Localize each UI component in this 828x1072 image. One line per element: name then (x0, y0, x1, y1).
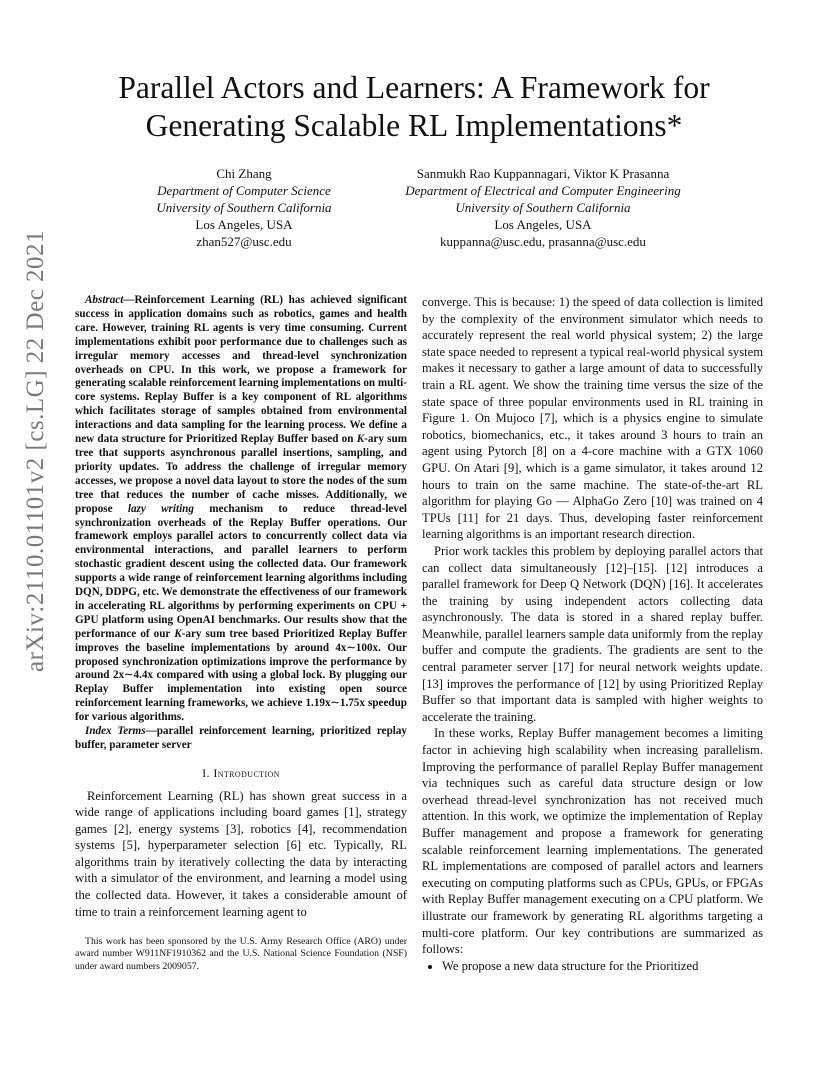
author-department: Department of Electrical and Computer Engineering (405, 183, 681, 198)
author-name: Chi Zhang (216, 166, 272, 181)
author-university: University of Southern California (156, 200, 332, 215)
arxiv-identifier[interactable]: arXiv:2110.01101v2 [cs.LG] 22 Dec 2021 (22, 229, 49, 672)
abstract-k-symbol: K (356, 433, 365, 446)
author-department: Department of Computer Science (157, 183, 331, 198)
section-title: Introduction (213, 765, 280, 780)
index-terms (75, 725, 407, 753)
right-column (422, 294, 763, 974)
abstract-text-1: —Reinforcement Learning (RL) has achieved significant success in application domains such as robotics, games and health care. However, training RL agents is very time consuming. Current implementations exhibit poor performance due to challenges such as irregular memory accesses and thread-level synchronization overheads on CPU. In this work, we propose a framework for generating scalable reinforcement learning implementations on multi-core systems. Replay Buffer is a key component of RL algorithms which facilitates storage of samples obtained from environmental interactions and data sampling for the learning process. We define a new data structure for Prioritized Replay Buffer based on (75, 294, 407, 446)
index-terms-text: —parallel reinforcement learning, prioritized replay buffer, parameter server (75, 725, 407, 751)
list-item: • We propose a new data structure for the Prioritized (442, 958, 763, 975)
author-location: Los Angeles, USA (494, 217, 592, 232)
abstract-lead: Abstract (85, 294, 124, 306)
index-terms-lead: Index Terms (85, 725, 146, 738)
author-location: Los Angeles, USA (195, 217, 293, 232)
abstract-text-3: mechanism to reduce thread-level synchronization overheads of the Replay Buffer operations. Our framework employs parallel actors to concurrently collect data via environmental interactions, and parallel learners to perform stochastic gradient descent using the collected data. Our framework supports a wide range of reinforcement learning algorithms including DQN, DDPG, etc. We demonstrate the effectiveness of our framework in accelerating RL algorithms by performing experiments on CPU + GPU platform using OpenAI benchmarks. Our results show that the performance of our (75, 502, 407, 640)
abstract-text-4: -ary sum tree based Prioritized Replay Buffer improves the baseline implementations by around 4x∼100x. Our proposed synchronization optimizations improve the performance by around 2x∼4.4x compared with using a global lock. By plugging our Replay Buffer implementation into existing open source reinforcement learning frameworks, we achieve 1.19x∼1.75x speedup for various algorithms. (75, 627, 407, 724)
section-number: I. (202, 765, 210, 780)
intro-paragraph-2: Prior work tackles this problem by deploying parallel actors that can collect data simultaneously [12]–[15]. [12] introduces a parallel framework for Deep Q Network (DQN) [16]. It accelerates the training by using independent actors collecting data asynchronously. The data is stored in a shared replay buffer. Meanwhile, parallel learners sample data uniformly from the replay buffer and compute the gradients. The gradients are sent to the central parameter server [17] for neural network weights update. [13] improves the performance of [12] by using Prioritized Replay Buffer so that important data is sampled with higher weights to accelerate the training. (422, 543, 763, 724)
abstract-lazy-writing: lazy writing (127, 502, 194, 515)
left-column (75, 294, 407, 920)
section-heading-introduction (75, 765, 407, 782)
contributions-list (422, 958, 763, 975)
intro-paragraph-1: Reinforcement Learning (RL) has shown great success in a wide range of applications including board games [1], strategy games [2], energy systems [3], robotics [4], recommendation systems [5], hyperparameter selection [6] etc. Typically, RL algorithms train by iteratively collecting the data by interacting with a simulator of the environment, and learning a model using the collected data. However, it takes a considerable amount of time to train a reinforcement learning agent to (75, 788, 407, 919)
author-email[interactable]: zhan527@usc.edu (196, 234, 292, 249)
author-name: Sanmukh Rao Kuppannagari, Viktor K Prasanna (416, 166, 670, 181)
funding-footnote: This work has been sponsored by the U.S. Army Research Office (ARO) under award number W911NF1910362 and the U.S. National Science Foundation (NSF) under award numbers 2009057. (75, 936, 407, 972)
author-block-2 (378, 165, 708, 250)
author-email[interactable]: kuppanna@usc.edu, prasanna@usc.edu (440, 234, 646, 249)
abstract-text-2: -ary sum tree that supports asynchronous parallel insertions, sampling, and priority updates. To address the challenge of irregular memory accesses, we propose a novel data layout to store the nodes of the sum tree that reduces the number of cache misses. Additionally, we propose (75, 433, 407, 515)
author-university: University of Southern California (455, 200, 631, 215)
intro-paragraph-3: In these works, Replay Buffer management becomes a limiting factor in achieving high scalability when increasing parallelism. Improving the performance of parallel Replay Buffer management via techniques such as careful data structure design or low overhead thread-level synchronization has not received much attention. In this work, we optimize the implementation of Replay Buffer management and propose a framework for generating scalable reinforcement learning implementations. The generated RL implementations are composed of parallel actors and learners executing on computing platforms such as CPUs, GPUs, or FPGAs with Replay Buffer management executing on a CPU platform. We illustrate our framework by generating RL algorithms targeting a multi-core platform. Our key contributions are summarized as follows: (422, 726, 763, 957)
abstract-k-symbol: K (174, 627, 182, 640)
paper-title: Parallel Actors and Learners: A Framework for Generating Scalable RL Implementations* (118, 70, 710, 143)
abstract (75, 294, 407, 725)
author-block-1 (128, 165, 360, 250)
intro-paragraph-continued: converge. This is because: 1) the speed of data collection is limited by the complexity of the environment simulator which needs to accurately represent the real world physical system; 2) the large state space needed to represent a typical real-world physical system makes it necessary to gather a large amount of data to successfully train a RL agent. We show the training time versus the size of the state space of three popular environments used in RL training in Figure 1. On Mujoco [7], which is a physics engine to simulate robotics, biomechanics, etc., it takes around 3 hours to train an agent using Pytorch [8] on a 4-core machine with a GTX 1060 GPU. On Atari [9], which is a game simulator, it takes around 12 hours to train on the same machine. The state-of-the-art RL algorithm for playing Go — AlphaGo Zero [10] was trained on 4 TPUs [11] for 21 days. Thus, developing faster reinforcement learning algorithms is an important research direction. (422, 295, 763, 542)
